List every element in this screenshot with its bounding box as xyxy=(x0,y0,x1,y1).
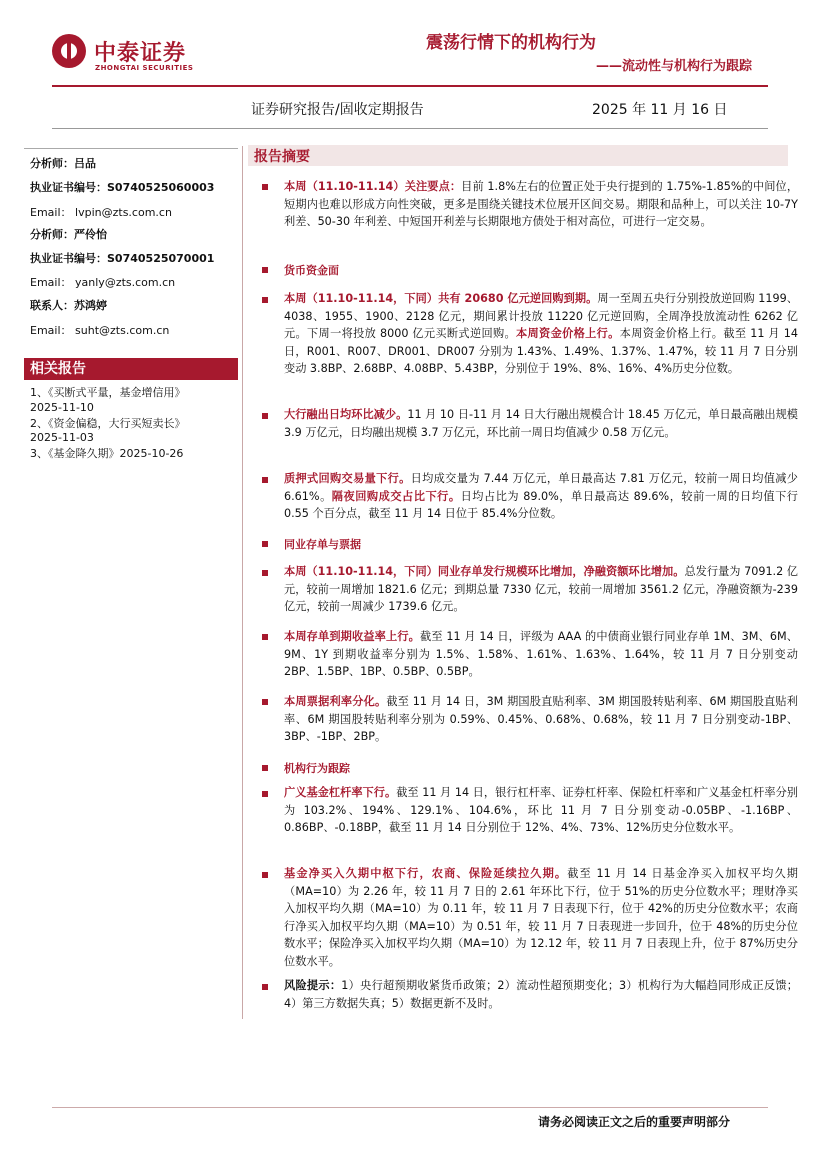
summary-paragraph: 本周票据利率分化。截至 11 月 14 日，3M 期国股直贴利率、3M 期国股转贴利率、6M 期国股直贴利率、6M 期国股转贴利率分别为 0.59%、0.45%、0.68%、0.68%，较 11 月 7 日分别变动-1BP、3BP、-1BP、2BP。 xyxy=(284,695,798,743)
bullet-icon xyxy=(262,872,268,878)
email-line: Email： lvpin@zts.com.cn xyxy=(30,206,172,219)
risk-paragraph: 风险提示：1）央行超预期收紧货币政策；2）流动性超预期变化；3）机构行为大幅趋同形成正反馈；4）第三方数据失真；5）数据更新不及时。 xyxy=(284,979,798,1010)
bullet-icon xyxy=(262,267,268,273)
bullet-icon xyxy=(262,699,268,705)
bullet-icon xyxy=(262,570,268,576)
header-divider xyxy=(52,85,768,87)
related-report-date: 2025-11-10 xyxy=(30,401,94,414)
summary-heading: 报告摘要 xyxy=(248,145,788,166)
summary-paragraph: 本周（11.10-11.14）关注要点：目前 1.8%左右的位置正处于央行提到的 1.75%-1.85%的中间位，短期内也难以形成方向性突破，更多是围绕关键技术位展开区间交易。期限和品种上，可以关注 10-7Y 利差、50-30 年利差、中短国开利差与长期限地方债处于相对高位，可进行一定交易。 xyxy=(284,180,799,228)
email-line: Email： yanly@zts.com.cn xyxy=(30,276,176,289)
related-report-date: 2025-11-03 xyxy=(30,431,94,444)
cert-line: 执业证书编号：S0740525070001 xyxy=(30,252,215,265)
section-title: 机构行为跟踪 xyxy=(284,762,350,775)
summary-paragraph: 大行融出日均环比减少。11 月 10 日-11 月 14 日大行融出规模合计 18.45 万亿元，单日最高融出规模 3.9 万亿元，日均融出规模 3.7 万亿元，环比前一周日均值减少 0.58 万亿元。 xyxy=(284,408,798,439)
bullet-icon xyxy=(262,634,268,640)
analyst-line: 分析师：吕品 xyxy=(30,157,96,170)
column-divider xyxy=(242,146,243,1019)
cert-line: 执业证书编号：S0740525060003 xyxy=(30,181,215,194)
report-type: 证券研究报告/固收定期报告 xyxy=(251,102,424,118)
summary-paragraph: 本周（11.10-11.14，下同）共有 20680 亿元逆回购到期。周一至周五央行分别投放逆回购 1199、4038、1955、1900、2128 亿元，期间累计投放 11220 亿元逆回购，全周净投放流动性 6262 亿元。下周一将投放 8000 亿元买断式逆回购。本周资金价格上行。本周资金价格上行。截至 11 月 14 日，R001、R007、DR001、DR007 分别为 1.43%、1.49%、1.37%、1.47%，较 11 月 7 日分别变动 3.8BP、2.68BP、4.08BP、5.43BP，分别位于 19%、8%、16%、4%历史分位数。 xyxy=(284,292,798,375)
report-date: 2025 年 11 月 16 日 xyxy=(592,102,728,118)
bullet-icon xyxy=(262,413,268,419)
bullet-icon xyxy=(262,297,268,303)
analyst-line: 分析师：严伶怡 xyxy=(30,228,107,241)
footer-disclaimer: 请务必阅读正文之后的重要声明部分 xyxy=(538,1115,731,1129)
contact-line: 联系人：苏鸿婷 xyxy=(30,299,107,312)
email-line: Email： suht@zts.com.cn xyxy=(30,324,170,337)
section-title: 同业存单与票据 xyxy=(284,538,361,551)
bullet-icon xyxy=(262,791,268,797)
header-divider-2 xyxy=(52,128,768,129)
summary-paragraph: 质押式回购交易量下行。日均成交量为 7.44 万亿元，单日最高达 7.81 万亿元，较前一周日均值减少 6.61%。隔夜回购成交占比下行。日均占比为 89.0%，单日最高达 89.6%，较前一周的日均值下行 0.55 个百分点，截至 11 月 14 日位于 85.4%分位数。 xyxy=(284,472,798,520)
summary-paragraph: 本周（11.10-11.14，下同）同业存单发行规模环比增加，净融资额环比增加。总发行量为 7091.2 亿元，较前一周增加 1821.6 亿元；到期总量 7330 亿元，较前一周增加 3561.2 亿元，净融资额为-239 亿元，较前一周减少 1739.6 亿元。 xyxy=(284,565,798,613)
bullet-icon xyxy=(262,984,268,990)
summary-paragraph: 基金净买入久期中枢下行，农商、保险延续拉久期。截至 11 月 14 日基金净买入加权平均久期（MA=10）为 2.26 年，较 11 月 7 日的 2.61 年环比下行，位于 51%的历史分位数水平；理财净买入加权平均久期（MA=10）为 0.11 年，较 11 月 7 日表现下行，位于 42%的历史分位数水平；农商行净买入加权平均久期（MA=10）为 0.51 年，较 11 月 7 日表现进一步回升，位于 48%的历史分位数水平；保险净买入加权平均久期（MA=10）为 12.12 年，较 11 月 7 日表现上升，位于 87%历史分位数水平。 xyxy=(284,867,798,968)
company-logo xyxy=(52,34,86,68)
sidebar-top-rule xyxy=(24,148,238,149)
related-report-link[interactable]: 3、《基金降久期》2025-10-26 xyxy=(30,447,184,460)
summary-paragraph: 本周存单到期收益率上行。截至 11 月 14 日，评级为 AAA 的中债商业银行同业存单 1M、3M、6M、9M、1Y 到期收益率分别为 1.5%、1.58%、1.61%、1.63%、1.64%，较 11 月 7 日分别变动 2BP、1.5BP、1BP、0.5BP、0.5BP。 xyxy=(284,630,798,678)
bullet-icon xyxy=(262,477,268,483)
footer-divider xyxy=(52,1107,768,1108)
bullet-icon xyxy=(262,541,268,547)
section-title: 货币资金面 xyxy=(284,264,339,277)
summary-paragraph: 广义基金杠杆率下行。截至 11 月 14 日，银行杠杆率、证券杠杆率、保险杠杆率和广义基金杠杆率分别为 103.2%、194%、129.1%、104.6%，环比 11 月 7 日分别变动-0.05BP、-1.16BP、0.86BP、-0.18BP，截至 11 月 14 日分别位于 12%、4%、73%、12%历史分位数水平。 xyxy=(284,786,798,834)
brand-name: 中泰证券 xyxy=(94,41,187,66)
report-title: 震荡行情下的机构行为 xyxy=(426,33,596,53)
related-report-link[interactable]: 1、《买断式平量，基金增信用》 xyxy=(30,386,186,399)
related-reports-heading: 相关报告 xyxy=(24,358,238,380)
bullet-icon xyxy=(262,765,268,771)
report-subtitle: ——流动性与机构行为跟踪 xyxy=(596,59,753,74)
related-report-link[interactable]: 2、《资金偏稳，大行买短卖长》 xyxy=(30,417,186,430)
bullet-icon xyxy=(262,184,268,190)
brand-name-en: ZHONGTAI SECURITIES xyxy=(95,64,194,72)
